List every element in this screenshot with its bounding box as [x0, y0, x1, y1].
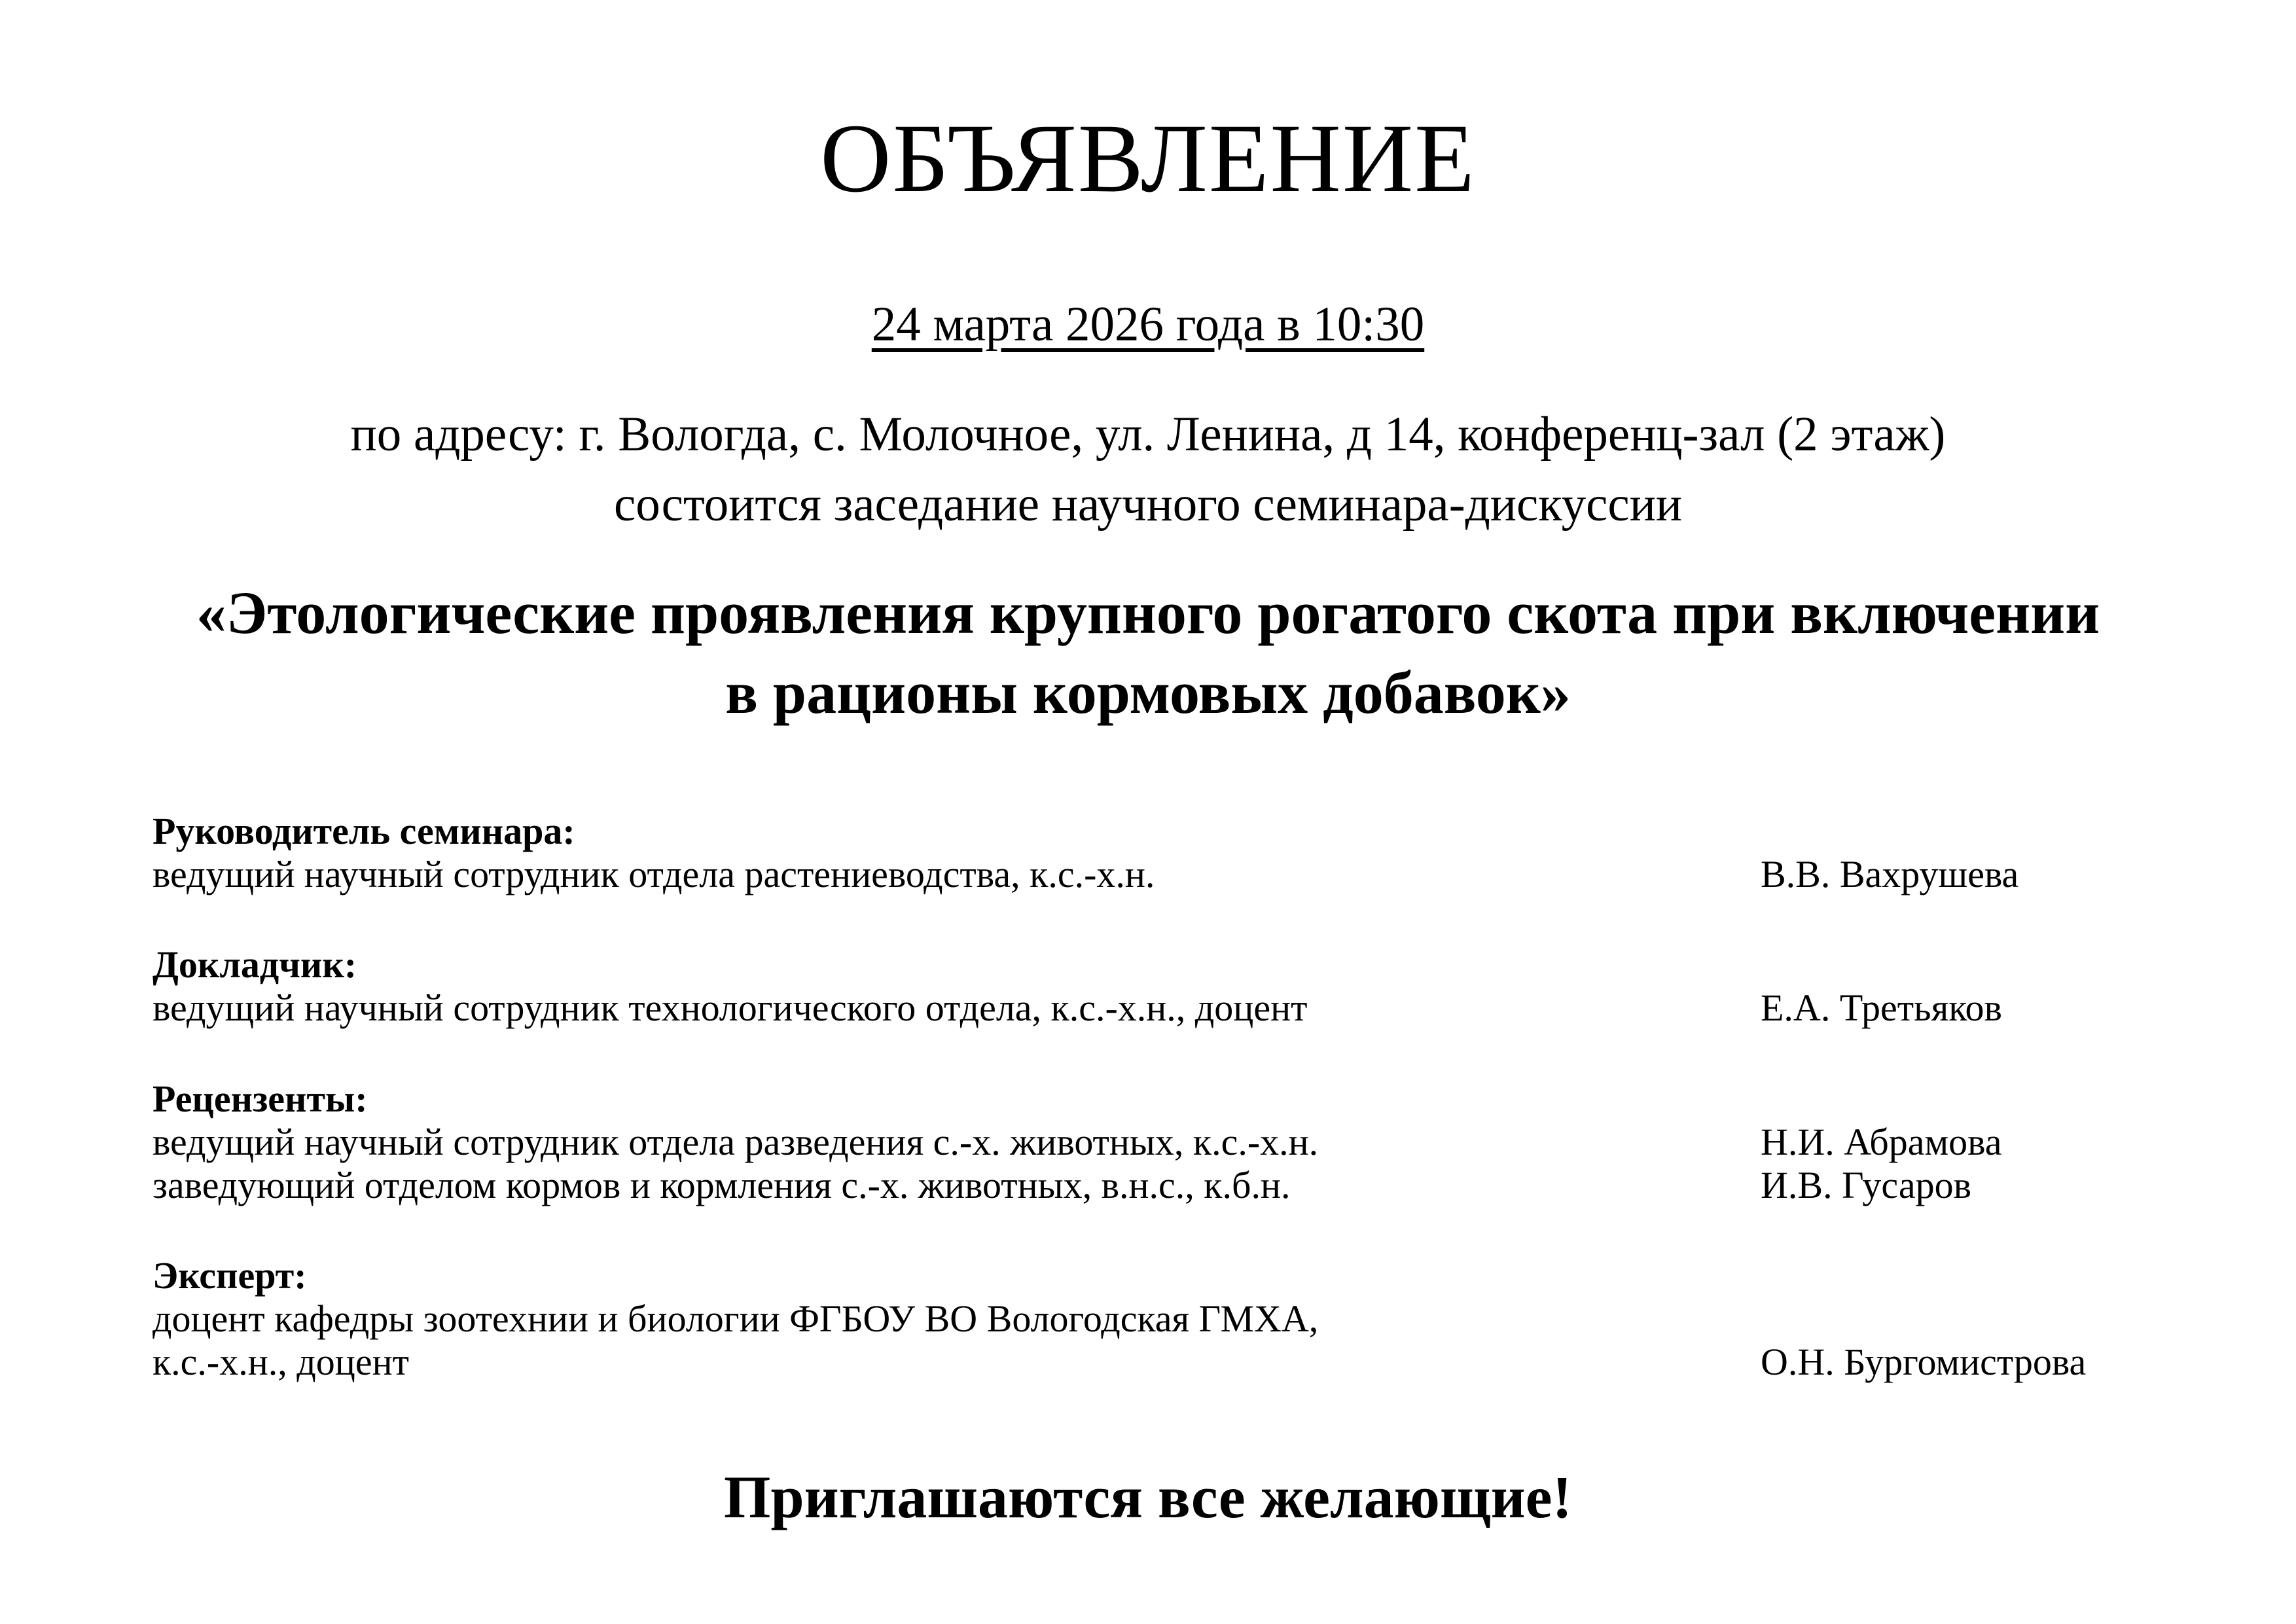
announcement-page [0, 105, 2296, 1624]
event-datetime: 24 марта 2026 года в 10:30 [871, 297, 1425, 352]
section-role: Докладчик: [152, 943, 357, 986]
section-role: Руководитель семинара: [152, 810, 575, 853]
section-line [152, 986, 2144, 1030]
person-role-description: ведущий научный сотрудник отдела растениеводства, к.с.-х.н. [152, 853, 1155, 896]
footer-invitation: Приглашаются все желающие! [723, 1464, 1573, 1531]
event-description: состоится заседание научного семинара-дискуссии [614, 477, 1682, 532]
person-name: О.Н. Бургомистрова [1761, 1341, 2087, 1384]
section-role: Эксперт: [152, 1254, 307, 1297]
person-name: И.В. Гусаров [1761, 1163, 1971, 1206]
page-title: ОБЪЯВЛЕНИЕ [820, 104, 1476, 213]
section-speaker [152, 943, 2144, 1030]
section-line [152, 1297, 2144, 1341]
event-address: по адресу: г. Вологда, с. Молочное, ул. Ленина, д 14, конференц-зал (2 этаж) [350, 407, 1946, 462]
person-name: Е.А. Третьяков [1761, 986, 2002, 1030]
event-datetime-row [152, 297, 2144, 353]
section-expert [152, 1254, 2144, 1384]
person-name: Н.И. Абрамова [1761, 1120, 2002, 1163]
section-seminar-leader [152, 810, 2144, 896]
person-role-description: ведущий научный сотрудник технологического отдела, к.с.-х.н., доцент [152, 986, 1308, 1030]
person-role-description: заведующий отделом кормов и кормления с.-х. животных, в.н.с., к.б.н. [152, 1163, 1291, 1206]
section-reviewers [152, 1077, 2144, 1207]
section-line [152, 1164, 2144, 1207]
person-name: В.В. Вахрушева [1761, 853, 2019, 896]
person-role-description: к.с.-х.н., доцент [152, 1341, 409, 1384]
section-role: Рецензенты: [152, 1077, 368, 1120]
section-line [152, 1121, 2144, 1164]
seminar-title: «Этологические проявления крупного рогатого скота при включении в рационы кормовых добавок» [196, 579, 2100, 726]
person-role-description: доцент кафедры зоотехнии и биологии ФГБОУ ВО Вологодская ГМХА, [152, 1297, 1319, 1340]
section-line [152, 853, 2144, 896]
person-role-description: ведущий научный сотрудник отдела разведения с.-х. животных, к.с.-х.н. [152, 1120, 1319, 1163]
participants-list [152, 810, 2144, 1384]
section-line [152, 1341, 2144, 1384]
event-location-block [152, 400, 2144, 539]
